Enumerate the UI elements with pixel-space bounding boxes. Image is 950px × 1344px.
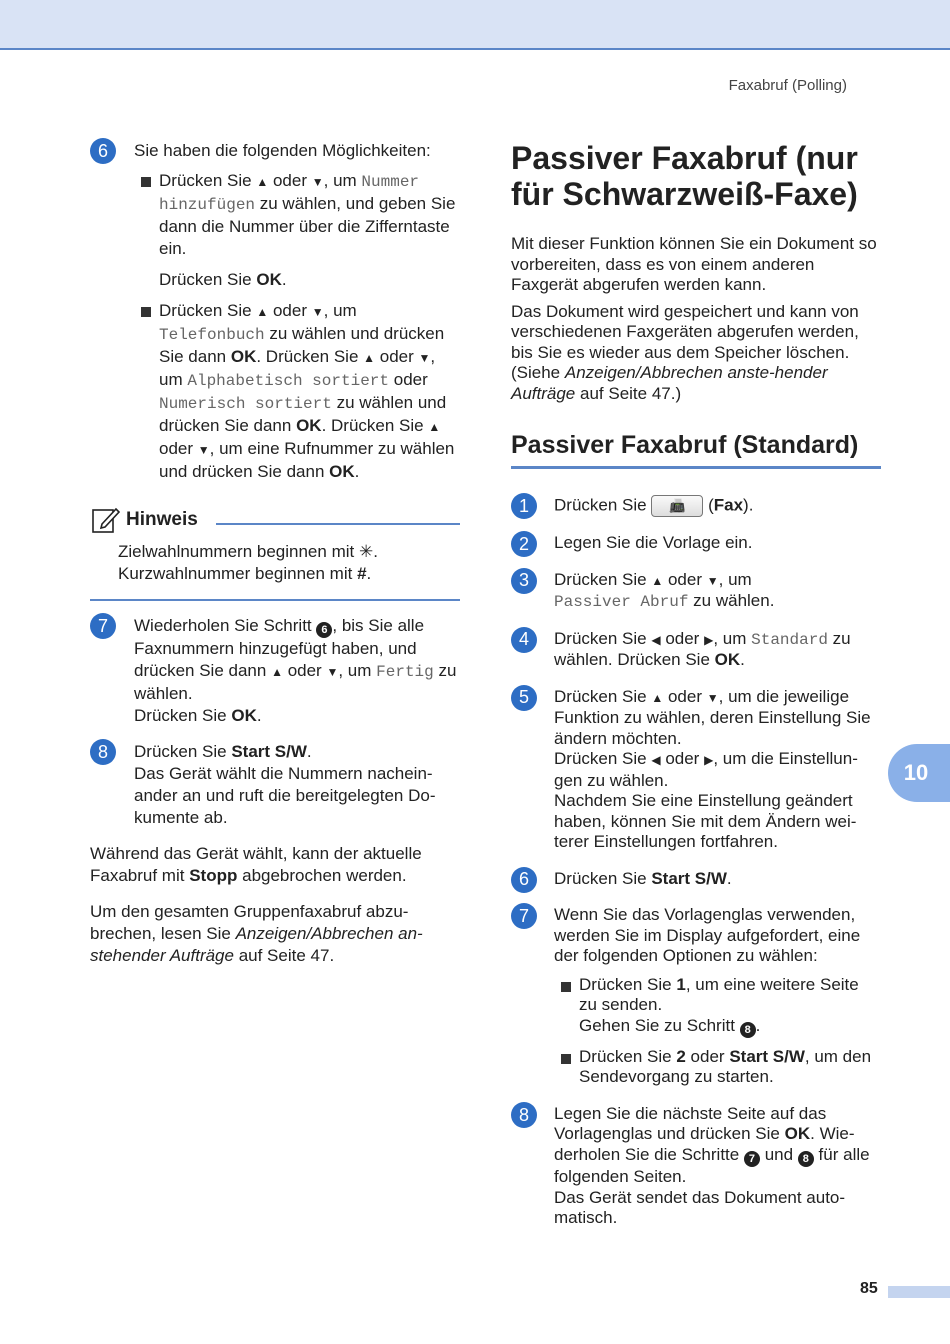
step-number: 6	[511, 867, 537, 893]
right-column	[511, 140, 881, 1245]
step-number: 7	[511, 903, 537, 929]
running-title: Faxabruf (Polling)	[728, 77, 847, 94]
paragraph: Mit dieser Funktion können Sie ein Dokument so vorbereiten, dass es von einem anderen Faxgerät abgerufen werden kann.	[511, 234, 877, 294]
list-item: Drücken Sie ▲ oder ▼, um Nummer hinzufügen zu wählen, und geben Sie dann die Nummer über die Zifferntaste ein. Drücken Sie OK.	[134, 170, 460, 291]
subsection-title: Passiver Faxabruf (Standard)	[511, 430, 881, 469]
step-2: 2 Legen Sie die Vorlage ein.	[511, 533, 881, 554]
list-item: Drücken Sie 2 oder Start S/W, um den Sendevorgang zu starten.	[554, 1047, 881, 1088]
page-band	[888, 1286, 950, 1298]
paragraph: Das Dokument wird gespeichert und kann von verschiedenen Faxgeräten abgerufen werden, bis Sie es wieder aus dem Speicher löschen. (Siehe Anzeigen/Abbrechen anste-hender Aufträge auf Seite 47.)	[511, 301, 859, 403]
hint-title: Hinweis	[126, 509, 198, 530]
step-number: 1	[511, 493, 537, 519]
list-item: Drücken Sie ▲ oder ▼, um Telefonbuch zu wählen und drücken Sie dann OK. Drücken Sie ▲ oder ▼, um Alphabetisch sortiert oder Numerisch sortiert zu wählen und drücken Sie dann OK. Drücken Sie ▲ oder ▼, um eine Rufnummer zu wählen und drücken Sie dann OK.	[134, 300, 460, 483]
hint-text: Zielwahlnummern beginnen mit ✳. Kurzwahlnummer beginnen mit #.	[118, 542, 378, 583]
fax-key-icon: 📠	[651, 495, 703, 517]
option-list	[554, 975, 881, 1088]
hint-rule	[216, 523, 460, 525]
step-number: 5	[511, 685, 537, 711]
paragraph: Um den gesamten Gruppenfaxabruf abzu-brechen, lesen Sie Anzeigen/Abbrechen an-stehender Aufträge auf Seite 47.	[90, 902, 423, 965]
top-band	[0, 0, 950, 50]
step-number: 6	[90, 138, 116, 164]
paragraph: Während das Gerät wählt, kann der aktuelle Faxabruf mit Stopp abgebrochen werden.	[90, 844, 422, 885]
left-column	[90, 140, 460, 981]
step-number: 3	[511, 568, 537, 594]
step-number: 8	[90, 739, 116, 765]
step-7: 7 Wiederholen Sie Schritt 6 , bis Sie alle Faxnummern hinzugefügt haben, und drücken Sie dann ▲ oder ▼, um Fertig zu wählen. Drücken Sie OK.	[90, 615, 460, 727]
hint-header	[90, 505, 460, 535]
step-number: 2	[511, 531, 537, 557]
step-8: 8 Legen Sie die nächste Seite auf das Vorlagenglas und drücken Sie OK. Wie-derholen Sie die Schritte 7 und 8 für alle folgenden Seiten. Das Gerät sendet das Dokument auto-matisch.	[511, 1104, 881, 1229]
step-1: 1 Drücken Sie 📠 (Fax).	[511, 495, 881, 517]
page-number: 85	[860, 1280, 878, 1297]
option-list	[134, 170, 460, 483]
step-4: 4 Drücken Sie ◀ oder ▶, um Standard zu wählen. Drücken Sie OK.	[511, 629, 881, 671]
note-pencil-icon	[90, 505, 120, 535]
step-text: Sie haben die folgenden Möglichkeiten:	[134, 141, 431, 160]
hint-box	[90, 505, 460, 601]
chapter-tab: 10	[888, 744, 950, 802]
step-number: 4	[511, 627, 537, 653]
step-number: 8	[511, 1102, 537, 1128]
section-title: Passiver Faxabruf (nur für Schwarzweiß-Faxe)	[511, 140, 858, 212]
step-5: 5 Drücken Sie ▲ oder ▼, um die jeweilige Funktion zu wählen, deren Einstellung Sie ändern möchten. Drücken Sie ◀ oder ▶, um die Einstellun-gen zu wählen. Nachdem Sie eine Einstellung geändert haben, können Sie mit dem Ändern wei-terer Einstellungen fortfahren.	[511, 687, 881, 853]
list-item: Drücken Sie 1, um eine weitere Seite zu senden. Gehen Sie zu Schritt 8 .	[554, 975, 881, 1038]
step-7: 7 Wenn Sie das Vorlagenglas verwenden, werden Sie im Display aufgefordert, eine der folgenden Optionen zu wählen: Drücken Sie 1, um eine weitere Seite zu senden. Gehen Sie zu Schritt 8 . Drücken Sie 2 oder Start S/W, um den Sendevorgang zu starten.	[511, 905, 881, 1088]
step-number: 7	[90, 613, 116, 639]
step-6	[90, 140, 460, 483]
step-8: 8 Drücken Sie Start S/W. Das Gerät wählt die Nummern nachein-ander an und ruft die bereitgelegten Do-kumente ab.	[90, 741, 460, 829]
step-6: 6 Drücken Sie Start S/W.	[511, 869, 881, 890]
step-3: 3 Drücken Sie ▲ oder ▼, um Passiver Abruf zu wählen.	[511, 570, 881, 613]
